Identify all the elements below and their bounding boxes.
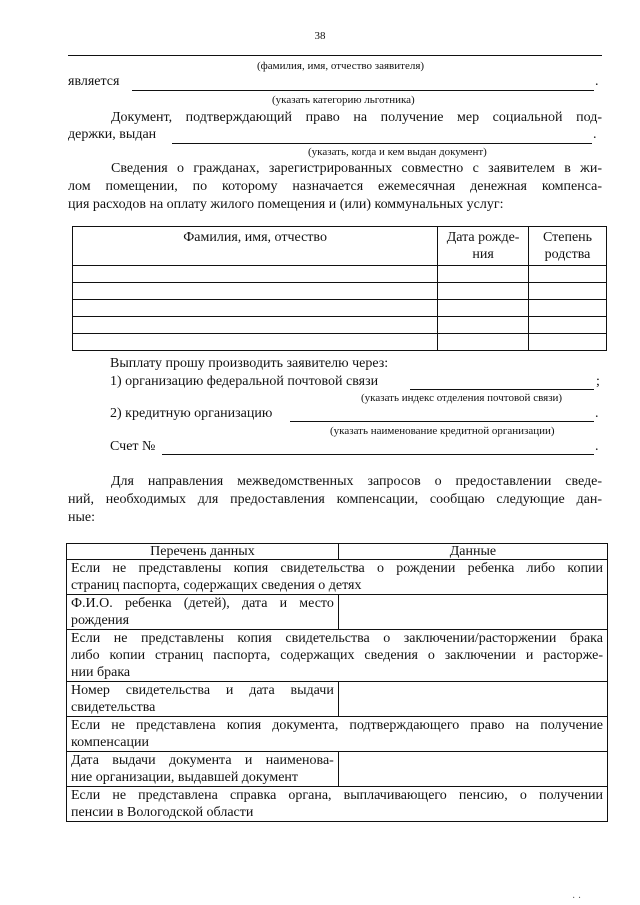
condition-line: Если не представлены копия свидетельства о заключении/расторжении брака — [71, 631, 603, 646]
field-label — [67, 595, 339, 630]
document-caption: (указать, когда и кем выдан документ) — [308, 146, 487, 158]
table-cell[interactable] — [438, 334, 529, 351]
table-cell[interactable] — [529, 317, 607, 334]
condition-line: Если не представлена справка органа, выплачивающего пенсию, о получении — [71, 788, 603, 803]
table-cell[interactable] — [73, 283, 438, 300]
document-paragraph — [68, 109, 602, 127]
table-row — [73, 317, 607, 334]
payment-option-post: 1) организацию федеральной почтовой связи — [110, 374, 379, 389]
table-cell[interactable] — [529, 283, 607, 300]
condition-cell — [67, 717, 608, 752]
table-cell[interactable] — [438, 317, 529, 334]
condition-line: страниц паспорта, содержащих сведения о детях — [71, 578, 362, 593]
payment-intro: Выплату прошу производить заявителю через: — [110, 356, 389, 371]
table-cell[interactable] — [438, 300, 529, 317]
condition-cell — [67, 560, 608, 595]
bank-name-caption: (указать наименование кредитной организации) — [330, 425, 555, 437]
condition-row — [67, 717, 608, 752]
header-relation: Степень родства — [529, 227, 607, 266]
field-value-child-info[interactable] — [338, 595, 607, 630]
bank-name-line[interactable] — [290, 421, 594, 422]
table-row — [73, 266, 607, 283]
applicant-name-caption: (фамилия, имя, отчество заявителя) — [257, 60, 425, 72]
table-cell[interactable] — [73, 300, 438, 317]
condition-line: Если не представлена копия документа, подтверждающего право на получение — [71, 718, 603, 733]
interagency-line: ний, необходимых для предоставления компенсации, сообщаю следующие дан- — [68, 492, 602, 507]
table-cell[interactable] — [529, 266, 607, 283]
field-line: Номер свидетельства и дата выдачи — [71, 683, 334, 698]
interagency-paragraph — [68, 473, 602, 527]
field-value-document[interactable] — [338, 752, 607, 787]
field-line: свидетельства — [71, 700, 156, 715]
condition-line: компенсации — [71, 735, 149, 750]
field-line: Ф.И.О. ребенка (детей), дата и место — [71, 596, 334, 611]
table-cell[interactable] — [73, 317, 438, 334]
table-cell[interactable] — [438, 266, 529, 283]
interagency-line: ные: — [68, 510, 96, 525]
page-number: 38 — [314, 30, 326, 42]
header-fio: Фамилия, имя, отчество — [73, 227, 438, 266]
table-cell[interactable] — [529, 334, 607, 351]
category-caption: (указать категорию льготника) — [272, 94, 415, 106]
interagency-table — [66, 543, 608, 822]
is-label: является — [68, 74, 120, 89]
field-row — [67, 752, 608, 787]
condition-row — [67, 560, 608, 595]
cohabitants-table — [72, 226, 607, 351]
field-line: рождения — [71, 613, 130, 628]
document-line-1: Документ, подтверждающий право на получение мер социальной под- — [111, 110, 602, 125]
applicant-name-line[interactable] — [68, 55, 602, 56]
field-line: Дата выдачи документа и наименова- — [71, 753, 334, 768]
condition-row — [67, 630, 608, 682]
post-index-line[interactable] — [410, 389, 594, 390]
header-data: Данные — [338, 544, 607, 560]
table-cell[interactable] — [73, 266, 438, 283]
table-cell[interactable] — [529, 300, 607, 317]
cohabitants-table-header — [73, 227, 607, 266]
condition-row — [67, 787, 608, 822]
condition-line: нии брака — [71, 665, 131, 680]
field-label — [67, 682, 339, 717]
document-issued-line[interactable] — [172, 143, 592, 144]
field-row — [67, 595, 608, 630]
table-cell[interactable] — [73, 334, 438, 351]
field-label — [67, 752, 339, 787]
cohabitants-line: ция расходов на оплату жилого помещения и (или) коммунальных услуг: — [68, 197, 504, 212]
document-line-2: держки, выдан — [68, 127, 157, 142]
field-line: ние организации, выдавшей документ — [71, 770, 299, 785]
table-row — [73, 300, 607, 317]
category-end: . — [595, 74, 599, 89]
condition-cell — [67, 630, 608, 682]
payment-option-post-end: ; — [596, 374, 600, 389]
field-value-certificate[interactable] — [338, 682, 607, 717]
post-index-caption: (указать индекс отделения почтовой связи) — [361, 392, 563, 404]
cohabitants-line: лом помещении, по которому назначается ежемесячная денежная компенса- — [68, 179, 602, 194]
table-cell[interactable] — [438, 283, 529, 300]
condition-line: Если не представлены копия свидетельства о рождении ребенка либо копии — [71, 561, 603, 576]
cohabitants-paragraph — [68, 160, 602, 214]
document-line-end: . — [593, 127, 597, 142]
account-number-line[interactable] — [162, 454, 594, 455]
interagency-line: Для направления межведомственных запросов о предоставлении сведе- — [111, 474, 602, 489]
account-label: Счет № — [110, 439, 156, 454]
table-row — [73, 334, 607, 351]
condition-cell — [67, 787, 608, 822]
header-data-list: Перечень данных — [67, 544, 339, 560]
cohabitants-line: Сведения о гражданах, зарегистрированных совместно с заявителем в жи- — [111, 161, 602, 176]
condition-line: либо копии страниц паспорта, содержащих сведения о заключении и расторже- — [71, 648, 603, 663]
scan-mark: · · — [572, 893, 582, 904]
condition-line: пенсии в Вологодской области — [71, 805, 254, 820]
payment-option-bank: 2) кредитную организацию — [110, 406, 273, 421]
interagency-table-header — [67, 544, 608, 560]
field-row — [67, 682, 608, 717]
category-line[interactable] — [132, 90, 594, 91]
table-row — [73, 283, 607, 300]
account-end: . — [595, 439, 599, 454]
header-birth-date: Дата рожде- ния — [438, 227, 529, 266]
payment-option-bank-end: . — [595, 406, 599, 421]
